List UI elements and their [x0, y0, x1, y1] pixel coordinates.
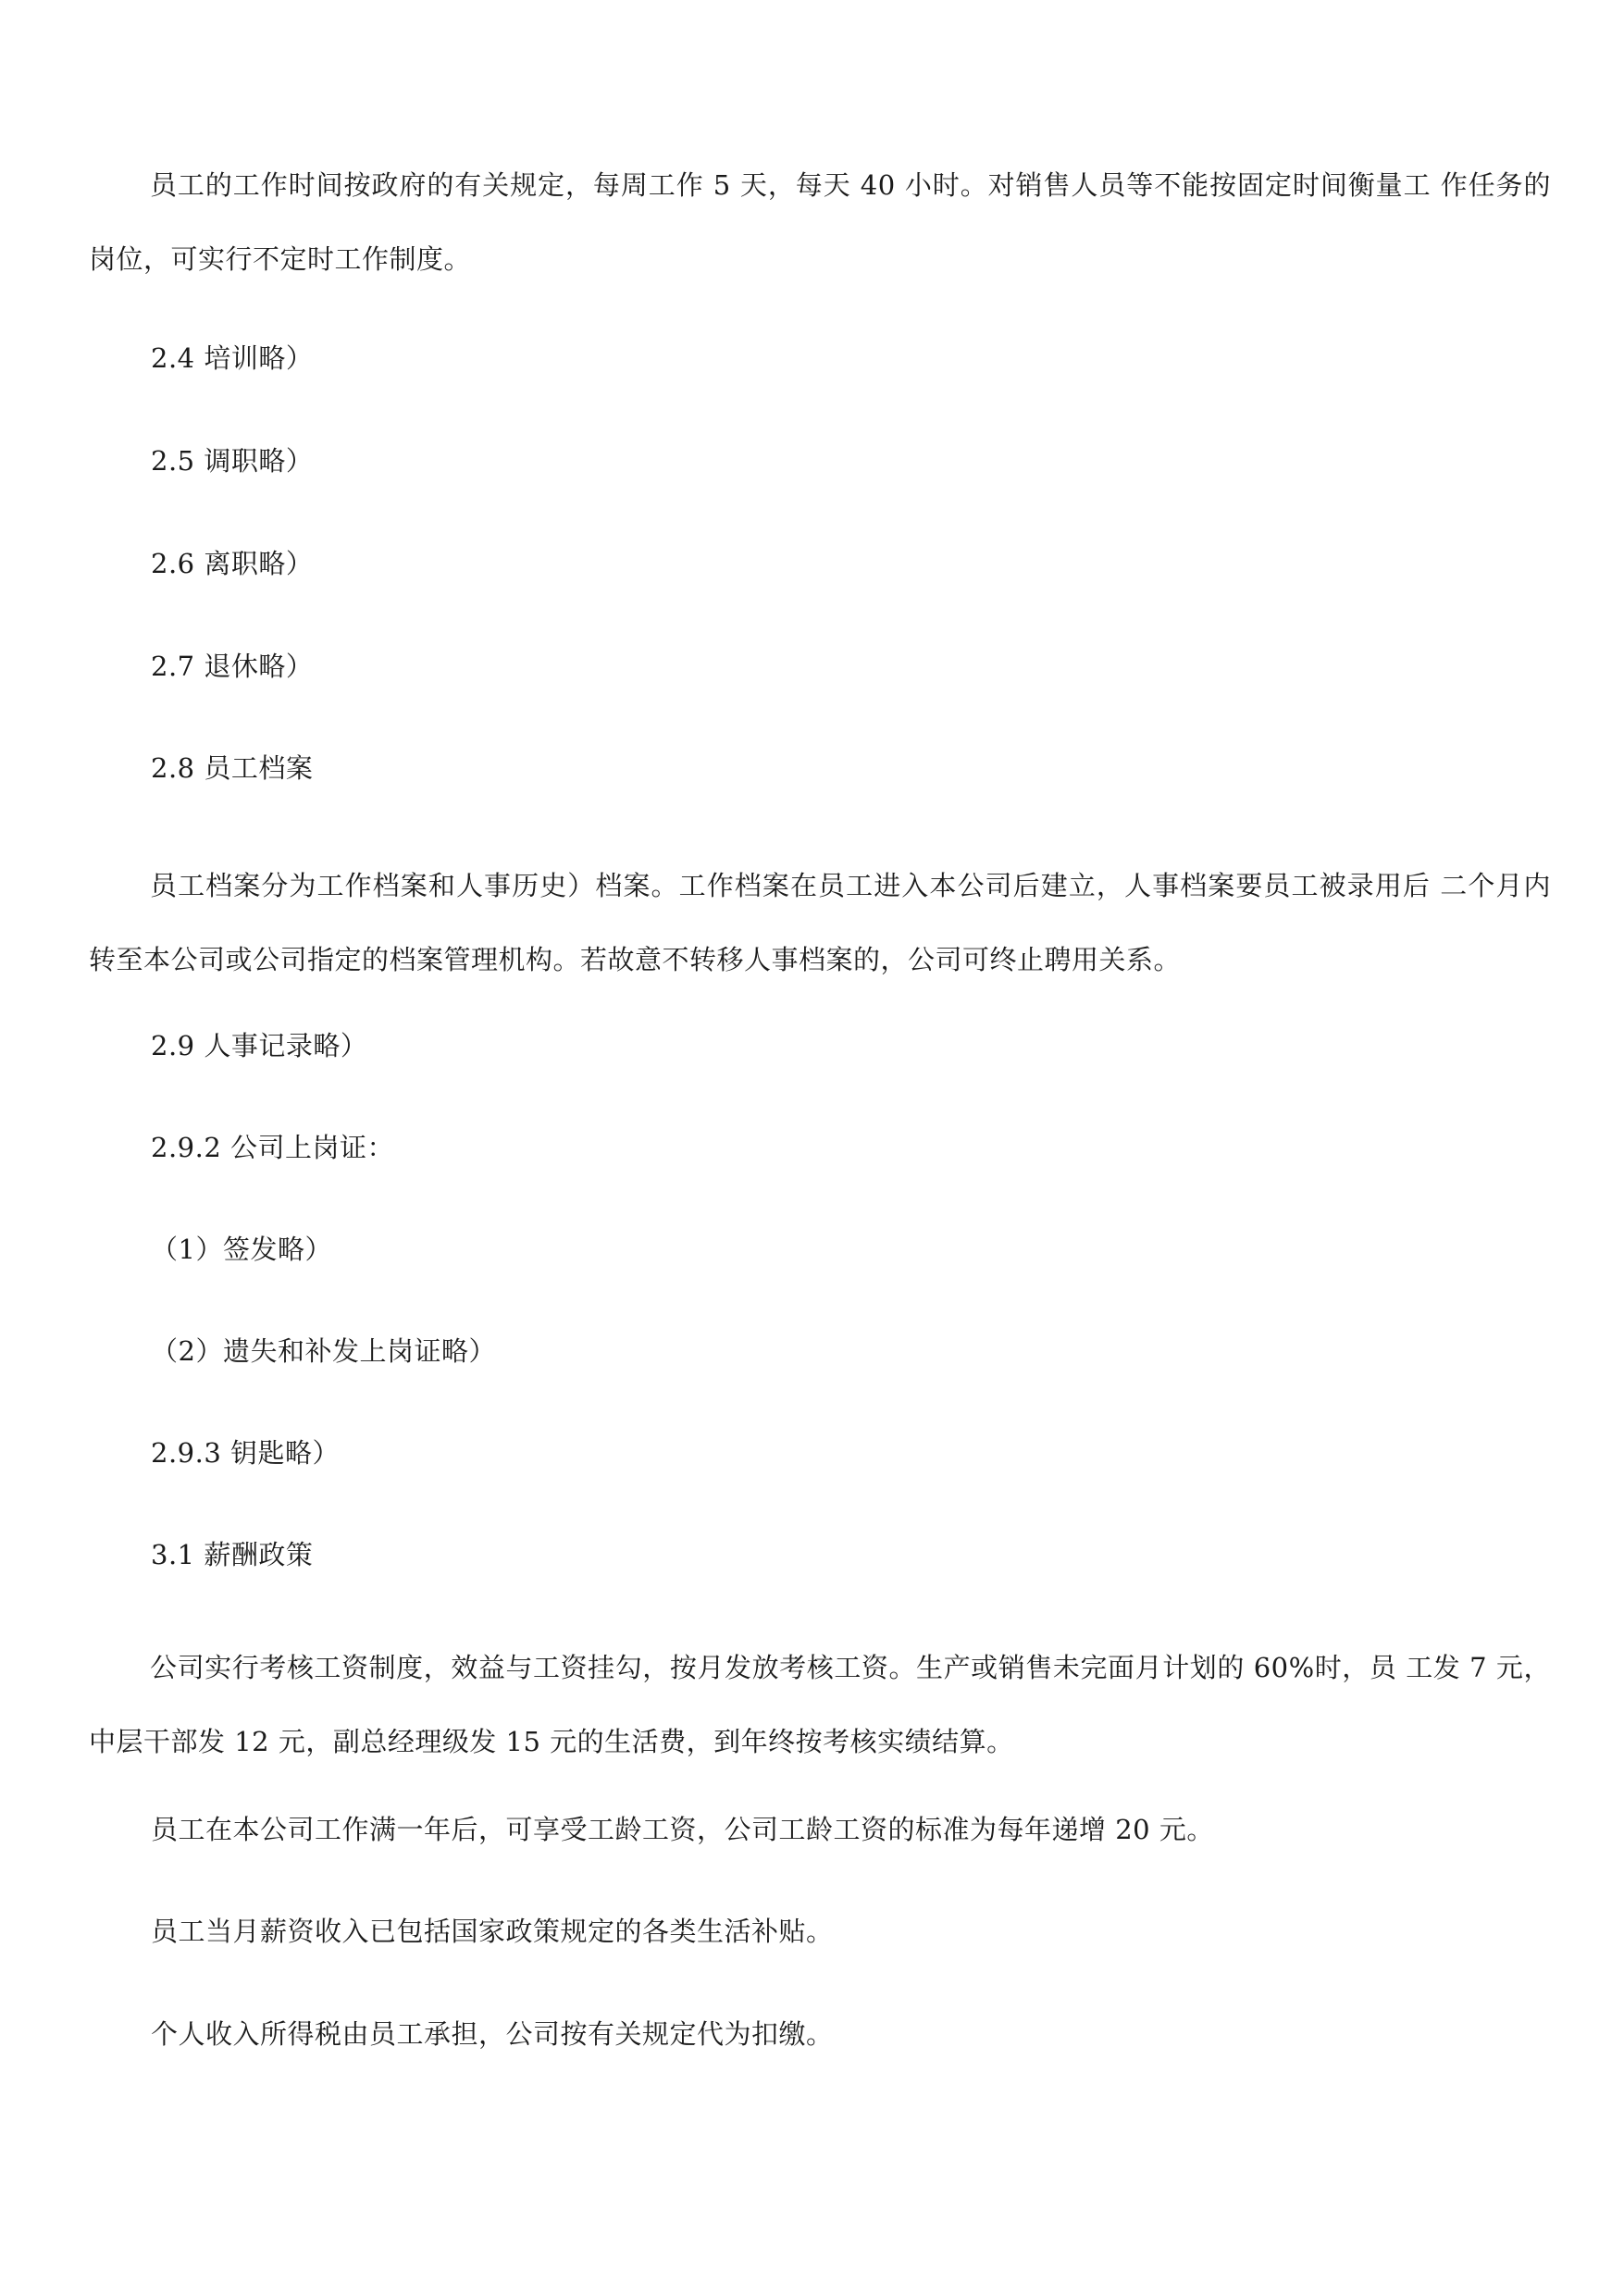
paragraph-income-tax: 个人收入所得税由员工承担，公司按有关规定代为扣缴。	[151, 2018, 834, 2050]
heading-2-9-3-keys: 2.9.3 钥匙略）	[151, 1437, 341, 1469]
heading-2-9-2-work-permit: 2.9.2 公司上岗证：	[151, 1132, 395, 1163]
item-loss-reissue: （2）遗失和补发上岗证略）	[151, 1335, 496, 1367]
heading-2-4-training: 2.4 培训略）	[151, 342, 314, 374]
heading-2-5-transfer: 2.5 调职略）	[151, 445, 314, 477]
paragraph-seniority-wage: 员工在本公司工作满一年后，可享受工龄工资，公司工龄工资的标准为每年递增 20 元。	[151, 1814, 1214, 1845]
heading-2-7-retirement: 2.7 退休略）	[151, 651, 314, 682]
paragraph-living-allowance: 员工当月薪资收入已包括国家政策规定的各类生活补贴。	[151, 1916, 834, 1947]
item-issuance: （1）签发略）	[151, 1234, 332, 1265]
paragraph-working-hours: 员工的工作时间按政府的有关规定，每周工作 5 天，每天 40 小时。对销售人员等不能按固定时间衡量工 作任务的岗位，可实行不定时工作制度。	[89, 169, 1551, 275]
paragraph-employee-files: 员工档案分为工作档案和人事历史）档案。工作档案在员工进入本公司后建立，人事档案要员工被录用后 二个月内转至本公司或公司指定的档案管理机构。若故意不转移人事档案的，公司可终止聘用关系。	[89, 870, 1551, 975]
heading-2-8-employee-files: 2.8 员工档案	[151, 752, 314, 784]
heading-2-6-resignation: 2.6 离职略）	[151, 548, 314, 579]
heading-2-9-personnel-records: 2.9 人事记录略）	[151, 1030, 368, 1061]
heading-3-1-salary-policy: 3.1 薪酬政策	[151, 1539, 314, 1570]
paragraph-assessment-wage: 公司实行考核工资制度，效益与工资挂勾，按月发放考核工资。生产或销售未完面月计划的 60%时，员 工发 7 元，中层干部发 12 元，副总经理级发 15 元的生活费，到年终按考核实绩结算。	[89, 1652, 1551, 1757]
